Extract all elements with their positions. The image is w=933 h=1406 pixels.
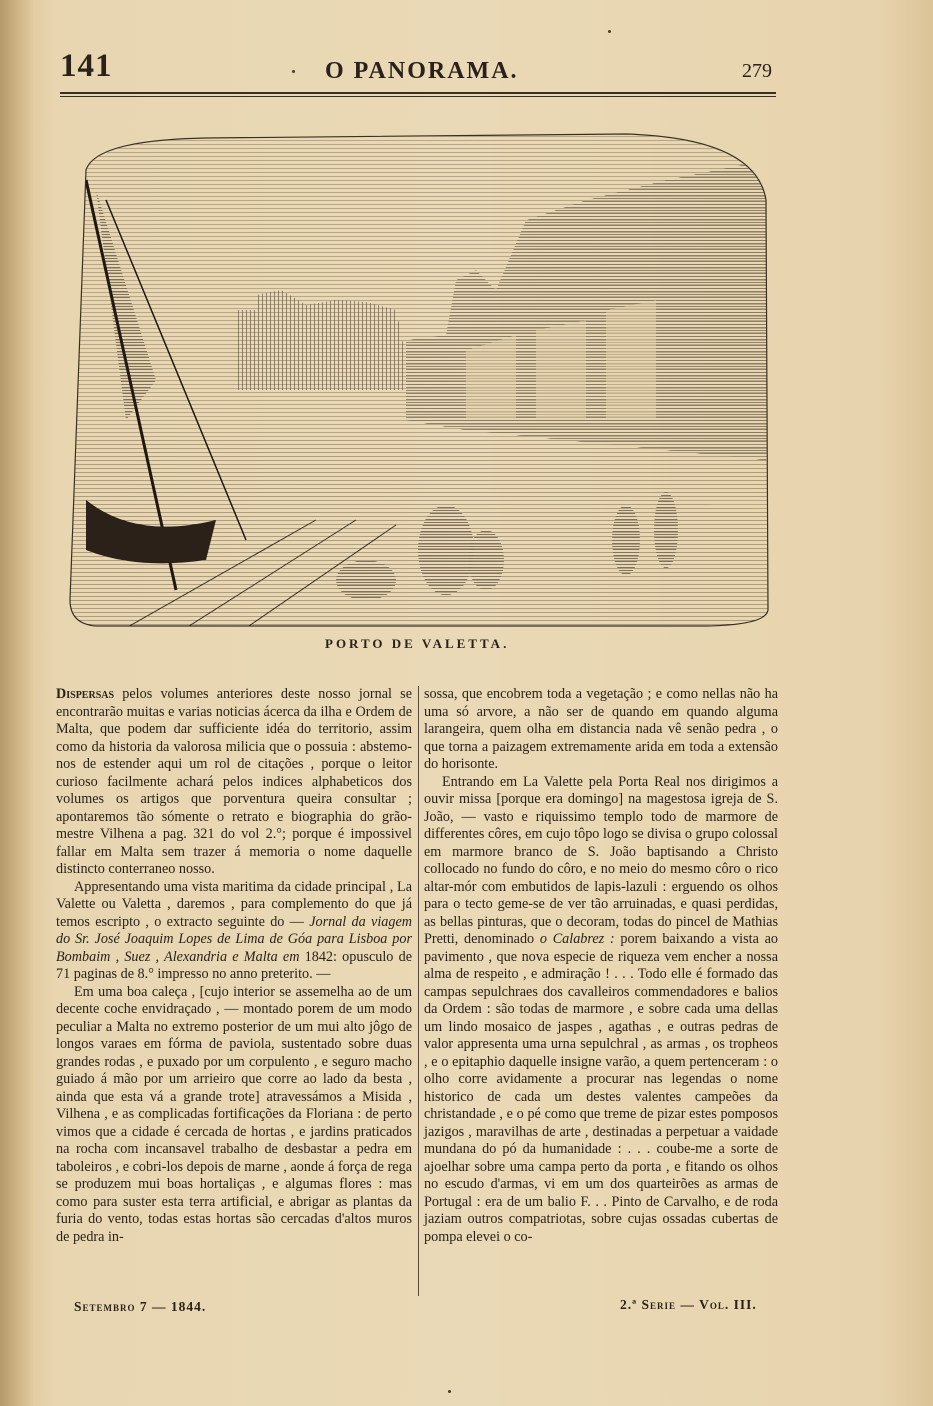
- painter-nickname: o Calabrez :: [539, 931, 615, 947]
- paragraph-r2: [424, 774, 778, 1247]
- engraving-scene: [66, 120, 770, 628]
- paragraph-3: Em uma boa caleça , [cujo interior se assemelha ao de um decente coche envidraçado , — montado porem de um modo peculiar a Malta no extremo posterior de um mui alto jôgo de longos varaes em fórma de paviola, sustentado sobre duas grandes rodas , e puxado por um corpulento , e seguro macho guiado á mão por um arrieiro que corre ao lado da besta , ainda que esta vá a grande trote] atravessámos a Misida , Vilhena , e as complicadas fortificações da Floriana : de perto vimos que a cidade é cercada de hortas , e jardins praticados na rocha com incansavel trabalho de desbastar a pedra em taboleiros , e cobri-los depois de marne , aonde á força de rega se produzem mui boas hortaliças , e algumas flores : mas como para suster esta terra artificial, e abrigar as plantas da furia do vento, todas estas hortas são cercadas d'altos muros de pedra in-: [56, 983, 412, 1245]
- paragraph-1-text: pelos volumes anteriores deste nosso jornal se encontrarão muitas e varias noticias ácerca da ilha e Ordem de Malta, que podem dar sufficiente idéa do territorio, assim como da historia da valorosa milicia que o possuia : abstemo-nos de estender aqui um rol de citações , porque o leitor curioso facilmente achará pelos indices alphabeticos dos volumes os artigos que porventura queira consultar ; apontaremos tão sómente o retrato e biographia do grão-mestre Vilhena a pag. 321 do vol 2.°; porque é impossivel fallar em Malta sem trazer á memoria o nome daquelle distincto conterraneo nosso.: [56, 686, 412, 877]
- column-divider: [418, 686, 419, 1296]
- paragraph-2-text-b: 1842: opusculo de 71 paginas de 8.° impresso no anno preterito. —: [56, 948, 412, 982]
- right-column: [424, 686, 778, 1246]
- binding-gutter: [0, 0, 34, 1406]
- illustration-caption: PORTO DE VALETTA.: [325, 636, 510, 651]
- drop-word: Dispersas: [56, 686, 115, 702]
- paragraph-r2-text-b: porem baixando a vista ao pavimento , que nova especie de riqueza vem encher a nossa alma de respeito , e admiração ! . . . Todo elle é formado das campas sepulchraes dos cavalleiros commendadores e balios da Ordem : são todas de marmore , e sobre cada uma dellas um lindo mosaico de jaspes , agathas , e outras pedras de valor appresenta uma urna sepulchral , as armas , os tropheos , e o epitaphio daquelle insigne varão, a quem pertenceram : o olho corre avidamente a procurar nas legendas o nome historico de cada um destes valentes campeões da christandade , e o pé como que treme de pizar estes pomposos jazigos , maravilhas de arte , destinadas a perpetuar a vaidade mundana do pó da humanidade : . . . coube-me a sorte de ajoelhar sobre uma campa perto da porta , e fitando os olhos no escudo d'armas, vi em um dos quarteirões as armas de Portugal : era de um balio F. . . Pinto de Carvalho, e de roda jaziam outros compatriotas, sobre cujas ossadas cubertas de pompa elevei o co-: [424, 931, 778, 1245]
- header-rule: [60, 92, 776, 94]
- figure-woman-basket: [468, 530, 504, 590]
- header-title: O PANORAMA.: [325, 58, 519, 84]
- left-column: [56, 686, 412, 1246]
- header-page-number: 279: [742, 60, 772, 82]
- figure-right: [612, 505, 640, 575]
- paragraph-r2-text-a: Entrando em La Valette pela Porta Real nos dirigimos a ouvir missa [porque era domingo] na magestosa igreja de S. João, — vasto e riquissimo templo todo de marmore de differentes côres, em cujo tôpo logo se divisa o grupo colossal em marmore branco de S. João baptisando a Christo collocado no fundo do côro, e no meio do mesmo côro o rico altar-mór com embutidos de lapis-lazuli : erguendo os olhos para o tecto geme-se de ver tão arruinadas, e quasi perdidas, as bellas pinturas, que o decoram, todas do pincel de Mathias Pretti, denominado: [424, 773, 778, 947]
- figure-far-right: [654, 492, 678, 568]
- journal-title: Jornal da viagem do Sr. José Joaquim Lopes de Lima de Góa para Lisboa por Bombaim , Suez , Alexandria e Malta em: [56, 913, 412, 965]
- print-speck: [608, 30, 611, 33]
- paragraph-2-text-a: Appresentando uma vista maritima da cidade principal , La Valette ou Valetta , daremos , para complemento do que já temos escripto , o extracto seguinte do —: [56, 878, 412, 930]
- header-rule-thin: [60, 96, 776, 97]
- paragraph-r1: sossa, que encobrem toda a vegetação ; e como nellas não ha uma só arvore, a não ser de quando em quando alguma larangeira, quem olha em distancia nada vê senão pedra , o que torna a paizagem extremamente arida em toda a extensão do horisonte.: [424, 686, 778, 772]
- figure-group-center: [418, 505, 474, 595]
- paragraph-1: [56, 686, 412, 879]
- print-speck: [292, 70, 295, 73]
- figure-seated: [336, 560, 396, 600]
- print-speck: [448, 1390, 451, 1393]
- footer-date: Setembro 7 — 1844.: [74, 1299, 207, 1314]
- header-issue-number: 141: [60, 48, 113, 84]
- footer-series: 2.ª Serie — Vol. III.: [620, 1297, 757, 1312]
- harbour-engraving: [66, 120, 770, 628]
- paragraph-2: [56, 879, 412, 984]
